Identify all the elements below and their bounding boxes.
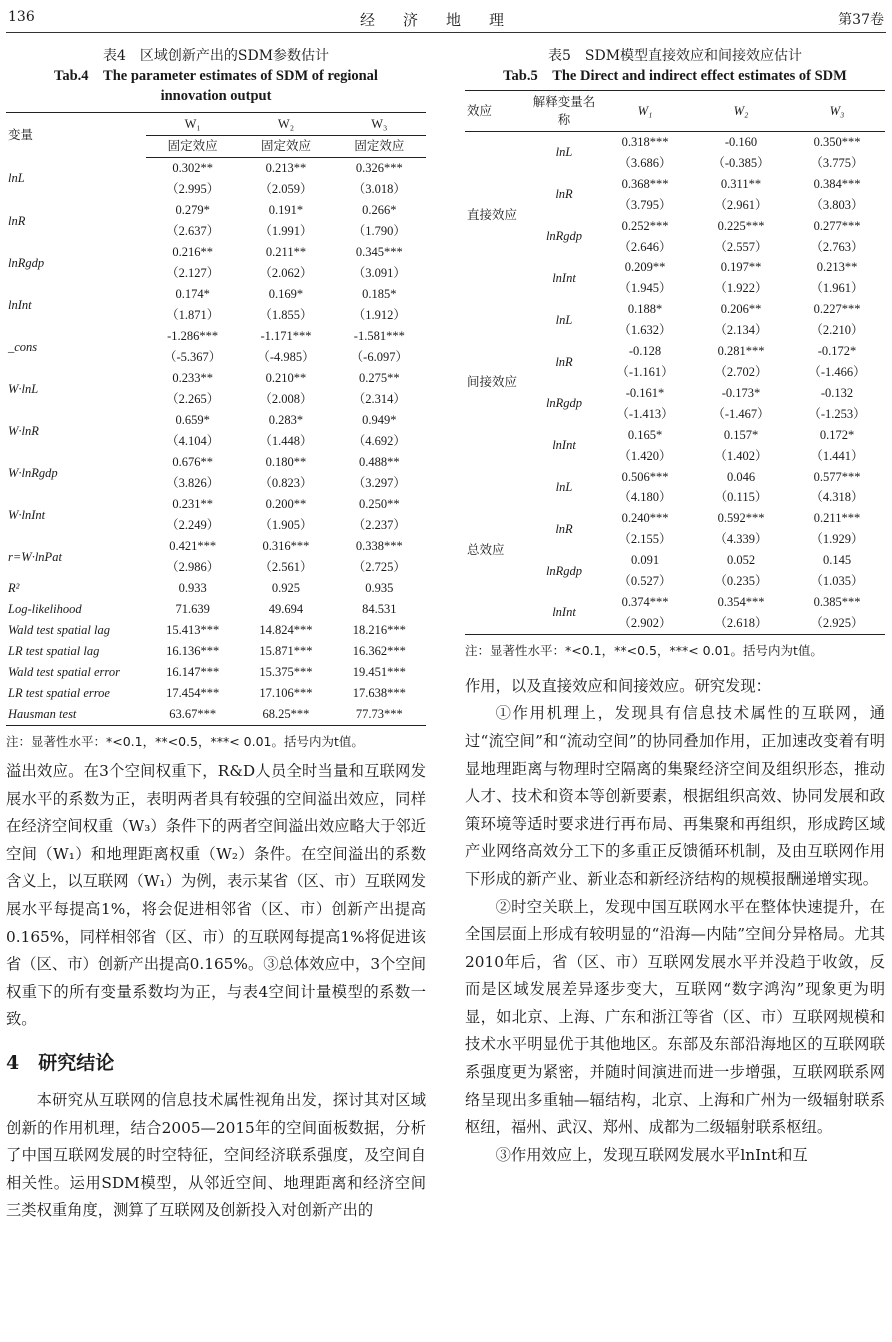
table4-tvalue: （2.008） [259, 392, 313, 406]
table4-caption-en-1: Tab.4 The parameter estimates of SDM of regional [54, 68, 378, 84]
table5-tvalue: （2.902） [618, 615, 672, 630]
right-paragraph-2: ①作用机理上，发现具有信息技术属性的互联网，通过“流空间”和“流动空间”的协同叠加作用，正加速改变着有明显地理距离与物理时空隔离的集聚经济空间及组织形态，推动人才、技术和资本等创新要素，根据组织高效、协同发展和政策环境等适时要求进行再布局、再集聚和再组织，形成跨区域产业网络高效分工下的多重正反馈循环机制，及由互联网作用下形成的新产业、新业态和新经济结构的规模报酬递增实现。 [465, 704, 885, 888]
table5-col-header: W₃ [789, 91, 885, 132]
table5-coef: -0.173* [721, 385, 761, 400]
table4-stat-value: 71.639 [175, 602, 210, 616]
table4-tvalue: （2.249） [166, 518, 220, 532]
table5-tvalue: （2.134） [714, 323, 768, 338]
table5-var-name: lnR [555, 521, 573, 536]
table4-caption-en-2: innovation output [160, 88, 272, 104]
table5-coef: -0.161* [625, 385, 665, 400]
table5-coef: 0.165* [627, 427, 663, 442]
table5-tvalue: （1.632） [618, 323, 672, 338]
right-paragraph-3: ②时空关联上，发现中国互联网水平在整体快速提升，在全国层面上形成有较明显的“沿海—内陆”空间分异格局。尤其2010年后，省（区、市）互联网发展水平并没趋于收敛，反而是区域发展差异逐步变大，互联网“数字鸿沟”现象更为明显，如北京、上海、广东和浙江等省（区、市）互联网规模和技术水平明显优于其他地区。东部及东部沿海地区的互联网联系强度更为紧密，并随时间演进而进一步增强，互联网联系网络呈现出多重轴—辐结构，北京、上海和广州为一级辐射联系枢纽，福州、武汉、郑州、成都为二级辐射联系枢纽。 [465, 897, 885, 1137]
table5-note: 注：显著性水平：*<0.1，**<0.5，***< 0.01。括号内为t值。 [465, 642, 823, 658]
table4-stat-value: 15.413*** [166, 623, 220, 637]
table4-row [6, 494, 426, 515]
table5-tvalue: （2.618） [714, 615, 768, 630]
table5-tvalue: （0.115） [714, 490, 768, 505]
table4-stat-value: 16.147*** [166, 665, 220, 679]
table5-var-name: lnL [555, 479, 573, 494]
table4-stat-row [6, 599, 426, 620]
table5-coef: 0.385*** [813, 594, 861, 609]
table4-tvalue: （1.790） [352, 224, 406, 238]
table4-stat-name: Wald test spatial error [8, 665, 120, 679]
table4-stat-name: LR test spatial lag [8, 644, 100, 658]
table5-coef: 0.374*** [621, 594, 669, 609]
table4-row [6, 284, 426, 305]
table5-coef: 0.240*** [621, 511, 669, 526]
table4-var-name: r=W·lnPat [8, 549, 62, 564]
table5-tvalue: （2.961） [714, 197, 768, 212]
table4-stat-value: 63.67*** [169, 707, 217, 721]
table4-header-row [6, 113, 426, 136]
table5-coef: 0.052 [726, 553, 756, 568]
table4-stat-row [6, 578, 426, 599]
table4-row [6, 452, 426, 473]
table5-coef: 0.311** [720, 176, 762, 191]
table4-coef: 0.185* [362, 287, 397, 301]
table4-stat-value: 15.375*** [259, 665, 313, 679]
table4-stat-value: 14.824*** [259, 623, 313, 637]
table4-tvalue: （-5.367） [164, 350, 222, 364]
table4-stat-value: 18.216*** [352, 623, 406, 637]
right-paragraph-4: ③作用效应上，发现互联网发展水平lnInt和互 [495, 1145, 808, 1164]
table4-stat-value: 68.25*** [262, 707, 310, 721]
table5-coef: 0.211*** [813, 511, 861, 526]
table5-group-label: 间接效应 [467, 375, 518, 390]
table4-stat-value: 17.638*** [352, 686, 406, 700]
journal-name: 经济地理 [359, 11, 532, 29]
table5-tvalue: （1.402） [714, 448, 768, 463]
table5-group-label: 总效应 [467, 542, 505, 557]
table5-coef: -0.132 [820, 385, 854, 400]
table4-stat-row [6, 683, 426, 704]
table4-tvalue: （-4.985） [257, 350, 315, 364]
table5-coef: 0.227*** [813, 302, 861, 317]
table4-coef: 0.200** [265, 497, 307, 511]
table5-caption-en: Tab.5 The Direct and indirect effect estimates of SDM [503, 68, 847, 84]
volume-label: 第37卷 [838, 12, 884, 28]
table4 [6, 112, 426, 726]
table5-tvalue: （1.945） [618, 281, 672, 296]
left-paragraph-2: 本研究从互联网的信息技术属性视角出发，探讨其对区域创新的作用机理，结合2005—2015年的空间面板数据，分析了中国互联网发展的时空特征，空间经济联系强度，及空间自相关性。运用SDM模型，从邻近空间、地理距离和经济空间三类权重角度，测算了互联网及创新投入对创新产出的 [6, 1090, 426, 1220]
table4-var-name: W·lnRgdp [8, 465, 58, 480]
table4-coef: 0.338*** [355, 539, 403, 553]
table5-coef: 0.384*** [813, 176, 861, 191]
table4-stat-row [6, 704, 426, 726]
table4-coef: -1.171*** [260, 329, 312, 343]
table4-tvalue: （0.823） [259, 476, 313, 490]
table4-col-header: W₁ [146, 113, 239, 136]
table4-coef: 0.231** [172, 497, 213, 511]
table5-tvalue: （1.961） [810, 281, 864, 296]
table4-stat-name: R² [8, 581, 20, 595]
table5-coef: 0.213** [816, 260, 858, 275]
table4-coef: 0.216** [172, 245, 213, 259]
table4-tvalue: （1.871） [166, 308, 220, 322]
table4-coef: 0.266* [362, 203, 397, 217]
table5-row [465, 467, 885, 488]
table5-coef: 0.172* [819, 427, 855, 442]
table5-coef: 0.046 [726, 469, 756, 484]
table4-row [6, 200, 426, 221]
table5-tvalue: （0.527） [618, 574, 672, 589]
table4-tvalue: （2.127） [166, 266, 220, 280]
table4-subheader: 固定效应 [333, 136, 426, 158]
table5-coef: 0.252*** [621, 218, 669, 233]
table5-coef: 0.281*** [717, 344, 765, 359]
table4-stat-value: 0.933 [178, 581, 207, 595]
table5-tvalue: （2.557） [714, 239, 768, 254]
table4-stat-name: Hausman test [8, 707, 77, 721]
table5-coef: 0.318*** [621, 135, 669, 149]
table5-tvalue: （2.155） [618, 532, 672, 547]
table4-stat-value: 0.925 [271, 581, 301, 595]
table4-row [6, 326, 426, 347]
table5-tvalue: （-1.161） [616, 364, 674, 379]
table4-subheader: 固定效应 [239, 136, 332, 158]
table4-coef: 0.174* [175, 287, 210, 301]
table5-tvalue: （4.318） [810, 490, 864, 505]
table4-tvalue: （2.059） [259, 182, 313, 196]
table4-tvalue: （1.905） [259, 518, 313, 532]
table4-stat-value: 77.73*** [355, 707, 403, 721]
table5-effect-header: 效应 [465, 91, 531, 132]
page-header [6, 6, 886, 33]
table5-col-header: W₂ [693, 91, 789, 132]
table4-var-name: lnInt [8, 297, 32, 312]
table4-row [6, 242, 426, 263]
table5-coef: 0.350*** [813, 135, 861, 149]
table4-tvalue: （2.725） [352, 560, 406, 574]
table5-coef: 0.188* [627, 302, 663, 317]
table5-tvalue: （4.180） [618, 490, 672, 505]
table4-coef: 0.191* [268, 203, 304, 217]
table5-tvalue: （1.441） [810, 448, 864, 463]
table5-header-row [465, 91, 885, 132]
table4-row [6, 410, 426, 431]
table4-coef: 0.233** [172, 371, 213, 385]
table4-coef: 0.279* [175, 203, 210, 217]
table5-tvalue: （2.763） [810, 239, 864, 254]
table5-coef: 0.354*** [717, 594, 765, 609]
table4-stat-value: 17.454*** [166, 686, 220, 700]
table4-col-header: W₂ [239, 113, 332, 136]
table5-tvalue: （3.775） [810, 155, 864, 170]
table5-coef: -0.128 [628, 344, 662, 359]
table4-tvalue: （4.692） [352, 434, 406, 448]
table4-coef: 0.345*** [355, 245, 403, 259]
table4-coef: 0.488** [359, 455, 400, 469]
table5-tvalue: （-1.413） [616, 406, 674, 421]
table5-coef: 0.577*** [813, 469, 861, 484]
table4-stat-value: 19.451*** [352, 665, 406, 679]
table4-note: 注：显著性水平：*<0.1，**<0.5，***< 0.01。括号内为t值。 [6, 734, 364, 749]
table4-row [6, 536, 426, 557]
table4-var-name: lnL [8, 171, 25, 186]
table5-tvalue: （1.929） [810, 532, 864, 547]
table4-coef: 0.213** [265, 161, 307, 175]
table4-tvalue: （1.912） [352, 308, 406, 322]
table5-tvalue: （-1.466） [808, 364, 866, 379]
table5-var-name: lnR [555, 187, 573, 202]
table5-coef: 0.225*** [717, 218, 765, 233]
table5-var-header: 解释变量名称 [531, 91, 597, 132]
left-paragraph-1: 溢出效应。在3个空间权重下，R&D人员全时当量和互联网发展水平的系数为正，表明两者具有较强的空间溢出效应，同样在经济空间权重（W₃）条件下的两者空间溢出效应略大于邻近空间（W₁）和地理距离权重（W₂）条件。在空间溢出的系数含义上，以互联网（W₁）为例，表示某省（区、市）互联网发展水平每提高1%，将会促进相邻省（区、市）创新产出提高0.165%，同样相邻省（区、市）的互联网每提高1%将促进该省（区、市）创新产出提高0.165%。③总体效应中，3个空间权重下的所有变量系数均为正，与表4空间计量模型的系数一致。 [6, 762, 426, 1029]
table5-var-name: lnL [555, 312, 573, 327]
table4-row [6, 158, 426, 180]
table5-caption-cn: 表5 SDM模型直接效应和间接效应估计 [547, 48, 803, 64]
table5-tvalue: （3.686） [618, 155, 672, 170]
section-heading: 4 研究结论 [6, 1051, 115, 1074]
table5-coef: -0.172* [817, 344, 857, 359]
table5-coef: 0.277*** [813, 218, 861, 233]
table4-tvalue: （3.018） [352, 182, 406, 196]
table4-tvalue: （2.995） [166, 182, 220, 196]
table4-stat-value: 17.106*** [259, 686, 313, 700]
table4-coef: 0.421*** [169, 539, 217, 553]
table5-coef: 0.592*** [717, 511, 765, 526]
table5-var-name: lnRgdp [545, 563, 583, 578]
table4-tvalue: （1.855） [259, 308, 313, 322]
table4-tvalue: （3.297） [352, 476, 406, 490]
table5-var-name: lnR [555, 354, 573, 369]
table4-stat-value: 15.871*** [259, 644, 313, 658]
table5-tvalue: （4.339） [714, 532, 768, 547]
table5-var-name: lnRgdp [545, 396, 583, 411]
table4-coef: 0.283* [268, 413, 304, 427]
table4-coef: 0.210** [265, 371, 307, 385]
table5 [465, 90, 885, 635]
table5-tvalue: （2.646） [618, 239, 672, 254]
table5-coef: 0.197** [720, 260, 762, 275]
table5-coef: 0.506*** [621, 469, 669, 484]
table5-group-label: 直接效应 [467, 208, 518, 223]
table4-tvalue: （2.314） [352, 392, 406, 406]
table5-tvalue: （3.803） [810, 197, 864, 212]
table4-row [6, 368, 426, 389]
table4-tvalue: （2.986） [166, 560, 220, 574]
table4-coef: 0.316*** [262, 539, 310, 553]
table5-row [465, 299, 885, 320]
table4-stat-row [6, 641, 426, 662]
table4-tvalue: （2.265） [166, 392, 220, 406]
table5-row [465, 132, 885, 153]
table4-tvalue: （1.448） [259, 434, 313, 448]
table4-col-header: W₃ [333, 113, 426, 136]
table5-coef: 0.209** [624, 260, 666, 275]
table5-coef: 0.206** [720, 302, 762, 317]
table4-tvalue: （3.091） [352, 266, 406, 280]
left-column [6, 46, 426, 1225]
table5-var-name: lnL [555, 145, 573, 160]
right-column [465, 46, 885, 1169]
table4-stat-row [6, 620, 426, 641]
table4-tvalue: （-6.097） [350, 350, 408, 364]
table5-tvalue: （-0.385） [712, 155, 770, 170]
table4-coef: 0.180** [265, 455, 307, 469]
table4-coef: -1.581*** [353, 329, 405, 343]
table4-coef: 0.949* [362, 413, 397, 427]
table4-tvalue: （3.826） [166, 476, 220, 490]
table4-var-name: W·lnInt [8, 507, 46, 522]
table5-coef: 0.368*** [621, 176, 669, 191]
table4-subheader: 固定效应 [146, 136, 239, 158]
table4-stat-value: 49.694 [268, 602, 304, 616]
table5-tvalue: （1.922） [714, 281, 768, 296]
table4-var-name: lnR [8, 213, 26, 228]
table4-coef: 0.250** [359, 497, 400, 511]
table5-var-name: lnInt [552, 270, 576, 285]
table5-coef: 0.157* [723, 427, 759, 442]
table4-var-name: _cons [8, 339, 38, 354]
right-paragraph-1: 作用，以及直接效应和间接效应。研究发现： [465, 676, 771, 695]
table5-tvalue: （1.035） [810, 574, 864, 589]
table4-coef: -1.286*** [167, 329, 219, 343]
table4-stat-name: LR test spatial erroe [8, 686, 110, 700]
table4-coef: 0.169* [268, 287, 304, 301]
table5-tvalue: （2.925） [810, 615, 864, 630]
table5-tvalue: （-1.253） [808, 406, 866, 421]
table4-tvalue: （2.237） [352, 518, 406, 532]
table5-tvalue: （3.795） [618, 197, 672, 212]
table4-stat-row [6, 662, 426, 683]
table5-tvalue: （-1.467） [712, 406, 770, 421]
table5-coef: 0.145 [822, 553, 852, 568]
table4-coef: 0.659* [175, 413, 210, 427]
table5-tvalue: （2.702） [714, 364, 768, 379]
table4-caption-cn: 表4 区域创新产出的SDM参数估计 [102, 48, 330, 64]
table5-tvalue: （1.420） [618, 448, 672, 463]
table5-tvalue: （0.235） [714, 574, 768, 589]
table4-stat-value: 0.935 [365, 581, 394, 595]
table5-tvalue: （2.210） [810, 323, 864, 338]
table4-var-name: W·lnL [8, 381, 39, 396]
table5-var-name: lnRgdp [545, 229, 583, 244]
table4-var-name: lnRgdp [8, 255, 45, 270]
table4-stat-name: Wald test spatial lag [8, 623, 110, 637]
table4-tvalue: （2.062） [259, 266, 313, 280]
table4-tvalue: （2.637） [166, 224, 220, 238]
table4-tvalue: （4.104） [166, 434, 220, 448]
table4-coef: 0.302** [172, 161, 213, 175]
table4-stat-name: Log-likelihood [8, 602, 82, 616]
table4-coef: 0.676** [172, 455, 213, 469]
table4-stat-value: 16.362*** [352, 644, 406, 658]
table4-coef: 0.211** [265, 245, 307, 259]
table4-stat-value: 16.136*** [166, 644, 220, 658]
table4-coef: 0.326*** [355, 161, 403, 175]
table5-coef: 0.091 [630, 553, 660, 568]
table4-var-header: 变量 [8, 127, 34, 142]
table5-col-header: W₁ [597, 91, 693, 132]
table5-var-name: lnInt [552, 605, 576, 620]
page-number: 136 [8, 9, 35, 25]
table5-var-name: lnInt [552, 438, 576, 453]
table4-var-name: W·lnR [8, 423, 39, 438]
table4-coef: 0.275** [359, 371, 400, 385]
table4-tvalue: （1.991） [259, 224, 313, 238]
table4-tvalue: （2.561） [259, 560, 313, 574]
table5-coef: -0.160 [724, 135, 758, 149]
table4-stat-value: 84.531 [362, 602, 397, 616]
